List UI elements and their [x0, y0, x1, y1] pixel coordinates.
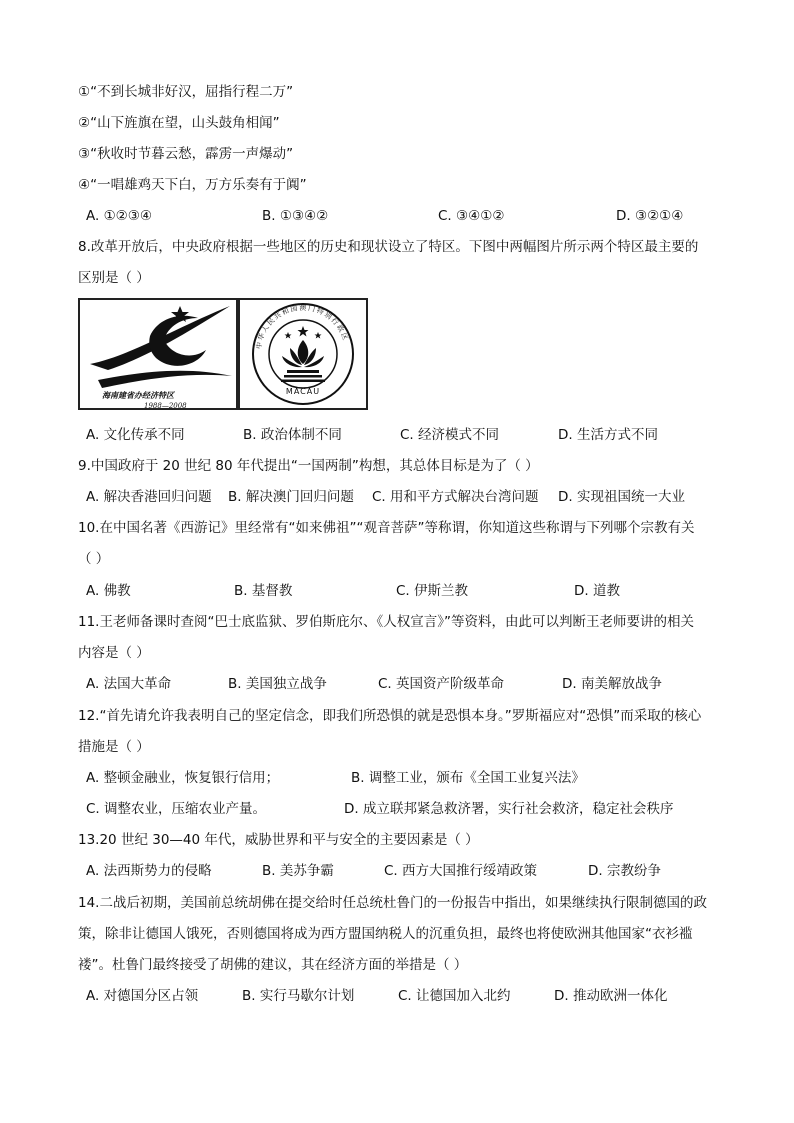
q12-stem-line-1: 12.“首先请允许我表明自己的坚定信念，即我们所恐惧的就是恐惧本身。”罗斯福应对“恐惧”而采取的核心: [78, 708, 702, 724]
q11-option-b[interactable]: B. 美国独立战争: [228, 676, 327, 692]
q7-option-a[interactable]: A. ①②③④: [86, 208, 152, 224]
q13-option-c[interactable]: C. 西方大国推行绥靖政策: [384, 863, 538, 879]
q14-option-a[interactable]: A. 对德国分区占领: [86, 988, 199, 1004]
q9-stem: 9.中国政府于 20 世纪 80 年代提出“一国两制”构想，其总体目标是为了（ ）: [78, 458, 539, 474]
q8-stem-line-1: 8.改革开放后，中央政府根据一些地区的历史和现状设立了特区。下图中两幅图片所示两个特区最主要的: [78, 239, 699, 255]
q10-option-c[interactable]: C. 伊斯兰教: [396, 583, 469, 599]
q9-option-d[interactable]: D. 实现祖国统一大业: [558, 489, 685, 505]
hainan-emblem-panel: [78, 298, 238, 410]
q7-option-d[interactable]: D. ③②①④: [616, 208, 684, 224]
q8-option-a[interactable]: A. 文化传承不同: [86, 427, 185, 443]
q11-stem-line-2: 内容是（ ）: [78, 645, 150, 661]
q14-option-d[interactable]: D. 推动欧洲一体化: [554, 988, 668, 1004]
q13-option-b[interactable]: B. 美苏争霸: [262, 863, 334, 879]
q8-option-d[interactable]: D. 生活方式不同: [558, 427, 658, 443]
q14-stem-line-3: 褛”。杜鲁门最终接受了胡佛的建议，其在经济方面的举措是（ ）: [78, 957, 468, 973]
q12-option-b[interactable]: B. 调整工业，颁布《全国工业复兴法》: [351, 770, 585, 786]
q10-stem-line-2: （ ）: [78, 551, 110, 567]
macau-emblem-panel: [238, 298, 368, 410]
q10-option-d[interactable]: D. 道教: [574, 583, 620, 599]
q7-option-c[interactable]: C. ③④①②: [438, 208, 505, 224]
q12-stem-line-2: 措施是（ ）: [78, 739, 150, 755]
q7-statement-1: ①“不到长城非好汉，屈指行程二万”: [78, 84, 294, 100]
q13-option-a[interactable]: A. 法西斯势力的侵略: [86, 863, 212, 879]
q8-option-c[interactable]: C. 经济模式不同: [400, 427, 500, 443]
q11-option-d[interactable]: D. 南美解放战争: [562, 676, 662, 692]
hainan-caption: 海南建省办经济特区: [102, 390, 174, 400]
q8-figure: [78, 298, 368, 410]
q10-stem-line-1: 10.在中国名著《西游记》里经常有“如来佛祖”“观音菩萨”等称谓，你知道这些称谓与下列哪个宗教有关: [78, 520, 695, 536]
macau-label: MACAU: [285, 387, 321, 396]
q10-option-a[interactable]: A. 佛教: [86, 583, 131, 599]
q10-option-b[interactable]: B. 基督教: [234, 583, 293, 599]
q13-stem: 13.20 世纪 30—40 年代，威胁世界和平与安全的主要因素是（ ）: [78, 832, 479, 848]
q9-option-c[interactable]: C. 用和平方式解决台湾问题: [372, 489, 539, 505]
q14-option-b[interactable]: B. 实行马歇尔计划: [242, 988, 355, 1004]
q9-option-b[interactable]: B. 解决澳门回归问题: [228, 489, 354, 505]
q9-option-a[interactable]: A. 解决香港回归问题: [86, 489, 212, 505]
q14-stem-line-1: 14.二战后初期，美国前总统胡佛在提交给时任总统杜鲁门的一份报告中指出，如果继续执行限制德国的政: [78, 895, 707, 911]
q7-statement-3: ③“秋收时节暮云愁，霹雳一声爆动”: [78, 146, 294, 162]
q11-option-c[interactable]: C. 英国资产阶级革命: [378, 676, 505, 692]
q8-stem-line-2: 区别是（ ）: [78, 270, 150, 286]
q7-statement-2: ②“山下旌旗在望，山头鼓角相闻”: [78, 115, 280, 131]
macau-ring-text: 中华人民共和国澳门特别行政区: [254, 303, 350, 350]
q11-option-a[interactable]: A. 法国大革命: [86, 676, 172, 692]
q11-stem-line-1: 11.王老师备课时查阅“巴士底监狱、罗伯斯庇尔、《人权宣言》”等资料，由此可以判断王老师要讲的相关: [78, 614, 694, 630]
q12-option-c[interactable]: C. 调整农业，压缩农业产量。: [86, 801, 267, 817]
hainan-years: 1988—2008: [144, 402, 187, 410]
q8-option-b[interactable]: B. 政治体制不同: [243, 427, 342, 443]
q12-option-d[interactable]: D. 成立联邦紧急救济署，实行社会救济，稳定社会秩序: [344, 801, 674, 817]
q14-option-c[interactable]: C. 让德国加入北约: [398, 988, 511, 1004]
q7-option-b[interactable]: B. ①③④②: [262, 208, 329, 224]
q7-statement-4: ④“一唱雄鸡天下白，万方乐奏有于阗”: [78, 177, 307, 193]
q13-option-d[interactable]: D. 宗教纷争: [588, 863, 661, 879]
q12-option-a[interactable]: A. 整顿金融业，恢复银行信用；: [86, 770, 280, 786]
q14-stem-line-2: 策，除非让德国人饿死，否则德国将成为西方盟国纳税人的沉重负担，最终也将使欧洲其他国家“衣衫褴: [78, 926, 693, 942]
